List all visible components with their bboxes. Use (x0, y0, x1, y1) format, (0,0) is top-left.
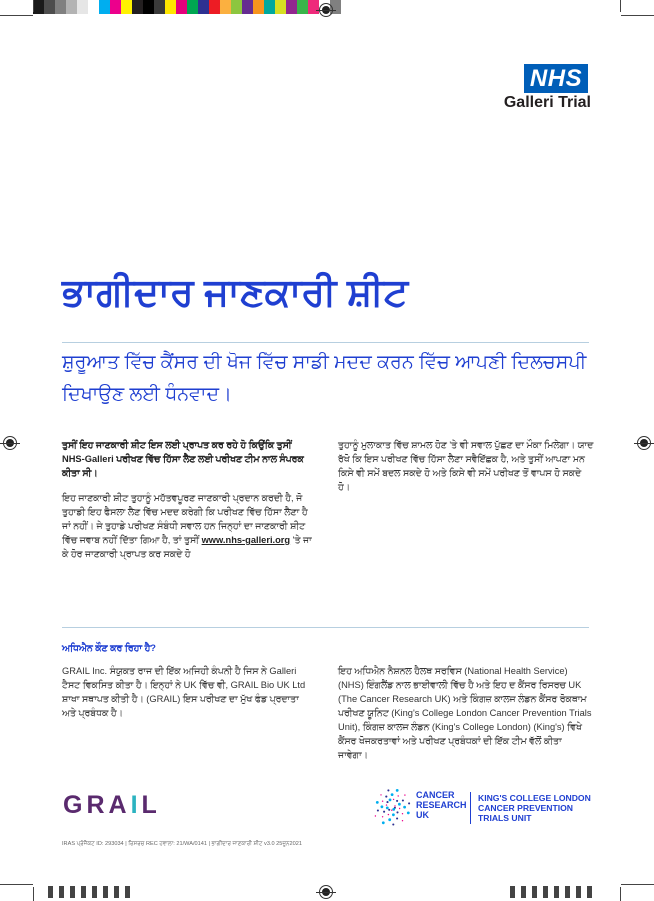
print-bar-segment (521, 886, 526, 898)
cruk-logo-dot (389, 799, 392, 802)
cruk-logo-dot (386, 801, 388, 803)
calibration-swatch (110, 0, 121, 14)
cruk-logo-dot (376, 801, 379, 804)
print-bar-segment (510, 886, 515, 898)
calibration-swatch (264, 0, 275, 14)
print-bar-segment (554, 886, 559, 898)
print-bar-right (510, 886, 600, 898)
cruk-logo-dot (386, 807, 389, 810)
print-bar-segment (48, 886, 53, 898)
logo-separator (470, 792, 471, 824)
who-right-paragraph: ਇਹ ਅਧਿਐਨ ਨੈਸ਼ਨਲ ਹੈਲਥ ਸਰਵਿਸ (National Health Service) (NHS) ਇੰਗਲੈਂਡ ਨਾਲ ਭਾਈਵਾਲੀ ਵਿੱਚ ਹੈ ਅਤੇ ਇਹ ਦ ਕੈਂਸਰ ਰਿਸਰਚ UK (The Cancer Research UK) ਅਤੇ ਕਿੰਗਜ਼ ਕਾਲਜ ਲੰਡਨ ਕੈਂਸਰ ਰੋਕਥਾਮ ਪਰੀਖਣ ਯੂਨਿਟ (King's College London Cancer Prevention Trials Unit), ਕਿੰਗਜ਼ ਕਾਲਜ ਲੰਡਨ (King's College London) (King's) ਵਿਖੇ ਕੈਂਸਰ ਖੋਜਕਰਤਾਵਾਂ ਅਤੇ ਪਰੀਖਣ ਪ੍ਰਬੰਧਕਾਂ ਦੀ ਇੱਕ ਟੀਮ ਵੱਲੋਂ ਕੀਤਾ ਜਾਵੇਗਾ। (338, 666, 592, 760)
page-subtitle: ਸ਼ੁਰੂਆਤ ਵਿੱਚ ਕੈਂਸਰ ਦੀ ਖੋਜ ਵਿੱਚ ਸਾਡੀ ਮਦਦ ਕਰਨ ਵਿੱਚ ਆਪਣੀ ਦਿਲਚਸਪੀ ਦਿਖਾਉਣ ਲਈ ਧੰਨਵਾਦ। (62, 352, 587, 405)
cruk-logo-dot (386, 804, 387, 805)
calibration-swatch (55, 0, 66, 14)
intro-paragraph-text: ਇਹ ਜਾਣਕਾਰੀ ਸ਼ੀਟ ਤੁਹਾਨੂੰ ਮਹੱਤਵਪੂਰਣ ਜਾਣਕਾਰੀ ਪ੍ਰਦਾਨ ਕਰਦੀ ਹੈ, ਜੋ ਤੁਹਾਡੀ ਇਹ ਫੈਸਲਾ ਲੈਣ ਵਿੱਚ ਮਦਦ ਕਰੇਗੀ ਕਿ ਪਰੀਖਣ ਵਿੱਚ ਹਿੱਸਾ ਲੈਣਾ ਹੈ ਜਾਂ ਨਹੀਂ। ਜੇ ਤੁਹਾਡੇ ਪਰੀਖਣ ਸੰਬੰਧੀ ਸਵਾਲ ਹਨ ਜਿਨ੍ਹਾਂ ਦਾ ਜਾਣਕਾਰੀ ਸ਼ੀਟ ਵਿੱਚ ਜਵਾਬ ਨਹੀਂ ਦਿੱਤਾ ਗਿਆ ਹੈ, ਤਾਂ ਤੁਸੀਂ (62, 493, 308, 545)
print-bar-segment (587, 886, 592, 898)
cruk-logo-dot (388, 809, 390, 811)
print-bar-segment (543, 886, 548, 898)
crop-mark (0, 15, 33, 16)
calibration-swatch (77, 0, 88, 14)
calibration-swatch (66, 0, 77, 14)
print-bar-segment (125, 886, 130, 898)
section-heading-who: ਅਧਿਐਨ ਕੌਣ ਕਰ ਰਿਹਾ ਹੈ? (62, 643, 156, 653)
cruk-logo-dot (402, 820, 403, 821)
intro-bold-paragraph: ਤੁਸੀਂ ਇਹ ਜਾਣਕਾਰੀ ਸ਼ੀਟ ਇਸ ਲਈ ਪ੍ਰਾਪਤ ਕਰ ਰਹੇ ਹੋ ਕਿਉਂਕਿ ਤੁਸੀਂ NHS-Galleri ਪਰੀਖਣ ਵਿੱਚ ਹਿੱਸਾ ਲੈਣ ਲਈ ਪਰੀਖਣ ਟੀਮ ਨਾਲ ਸੰਪਰਕ ਕੀਤਾ ਸੀ। (62, 440, 304, 478)
registration-mark-icon (319, 885, 333, 899)
cruk-logo-dot (402, 799, 404, 801)
calibration-swatch (286, 0, 297, 14)
cruk-logo-dot (387, 789, 389, 791)
cruk-logo-dot (393, 799, 394, 800)
calibration-swatch (231, 0, 242, 14)
intro-paragraph-tail: 'ਤੇ ਜਾ ਕੇ ਹੋਰ ਜਾਣਕਾਰੀ ਪ੍ਰਾਪਤ ਕਰ ਸਕਦੇ ਹੋ (62, 535, 312, 559)
cruk-logo-dot (404, 794, 405, 795)
print-bar-segment (532, 886, 537, 898)
cruk-logo-dot (394, 805, 395, 806)
website-link[interactable]: www.nhs-galleri.org (201, 535, 291, 545)
print-bar-segment (81, 886, 86, 898)
print-bar-left (48, 886, 138, 898)
crop-mark (620, 887, 621, 901)
calibration-swatch (154, 0, 165, 14)
crop-mark (621, 884, 654, 885)
crop-mark (620, 0, 621, 12)
nhs-logo: NHS (524, 64, 588, 93)
registration-mark-icon (3, 436, 17, 450)
intro-left-column (62, 438, 312, 572)
who-left-paragraph: GRAIL Inc. ਸੰਯੁਕਤ ਰਾਜ ਦੀ ਇੱਕ ਅਜਿਹੀ ਕੰਪਨੀ ਹੈ ਜਿਸ ਨੇ Galleri ਟੈਸਟ ਵਿਕਸਿਤ ਕੀਤਾ ਹੈ। ਇਨ੍ਹਾਂ ਨੇ UK ਵਿੱਚ ਵੀ, GRAIL Bio UK Ltd ਸ਼ਾਖਾ ਸਥਾਪਤ ਕੀਤੀ ਹੈ। (GRAIL) ਇਸ ਪਰੀਖਣ ਦਾ ਮੁੱਖ ਫੰਡ ਪ੍ਰਦਾਤਾ ਅਤੇ ਪ੍ਰਬੰਧਕ ਹੈ। (62, 666, 306, 718)
print-bar-segment (92, 886, 97, 898)
print-bar-segment (70, 886, 75, 898)
calibration-swatch (88, 0, 99, 14)
cruk-logo-dot (398, 795, 399, 796)
who-left-column (62, 664, 312, 731)
crop-mark (621, 15, 654, 16)
color-calibration-strip (33, 0, 341, 14)
cruk-logo-dot (407, 812, 410, 815)
cruk-logo-dot (382, 821, 385, 824)
print-bar-segment (565, 886, 570, 898)
registration-mark-icon (637, 436, 651, 450)
calibration-swatch (99, 0, 110, 14)
calibration-swatch (121, 0, 132, 14)
calibration-swatch (176, 0, 187, 14)
cancer-research-uk-logo-icon (373, 786, 411, 826)
calibration-swatch (187, 0, 198, 14)
crop-mark (33, 887, 34, 901)
intro-paragraph (62, 491, 312, 561)
grail-logo: GRAIL (63, 791, 161, 819)
cruk-logo-dot (381, 805, 384, 808)
calibration-swatch (132, 0, 143, 14)
print-bar-segment (114, 886, 119, 898)
cruk-logo-dot (382, 801, 383, 802)
calibration-swatch (220, 0, 231, 14)
cruk-logo-dot (385, 796, 387, 798)
cruk-logo-dot (383, 811, 385, 813)
print-bar-segment (59, 886, 64, 898)
calibration-swatch (308, 0, 319, 14)
crop-mark (0, 884, 33, 885)
calibration-swatch (253, 0, 264, 14)
cruk-logo-dot (375, 815, 376, 816)
calibration-swatch (165, 0, 176, 14)
cruk-logo-dot (396, 789, 399, 792)
divider (62, 342, 589, 343)
cruk-logo-dot (388, 818, 391, 821)
cruk-logo-dot (380, 794, 381, 795)
registration-mark-icon (319, 3, 333, 17)
cruk-logo-dot (392, 808, 395, 811)
crop-mark (33, 0, 34, 12)
grail-logo-dot: I (130, 791, 142, 819)
divider (62, 627, 589, 628)
cruk-logo-dot (392, 813, 395, 816)
cruk-logo-dot (396, 800, 398, 802)
cruk-logo-dot (396, 811, 398, 813)
calibration-swatch (209, 0, 220, 14)
calibration-swatch (33, 0, 44, 14)
calibration-swatch (198, 0, 209, 14)
print-bar-segment (576, 886, 581, 898)
calibration-swatch (242, 0, 253, 14)
cruk-logo-dot (396, 817, 398, 819)
page-title: ਭਾਗੀਦਾਰ ਜਾਣਕਾਰੀ ਸ਼ੀਟ (62, 272, 409, 314)
calibration-swatch (275, 0, 286, 14)
cruk-logo-dot (391, 793, 394, 796)
calibration-swatch (143, 0, 154, 14)
cruk-logo-dot (398, 803, 401, 806)
who-right-column (338, 664, 594, 773)
cruk-logo-dot (382, 816, 383, 817)
calibration-swatch (297, 0, 308, 14)
kcl-cptu-wordmark: KING'S COLLEGE LONDON CANCER PREVENTION TRIALS UNIT (478, 793, 591, 823)
cruk-logo-dot (408, 802, 410, 804)
calibration-swatch (44, 0, 55, 14)
cruk-logo-dot (402, 813, 403, 814)
galleri-trial-brand: Galleri Trial (503, 94, 591, 111)
cruk-logo-dot (391, 810, 392, 811)
cruk-logo-dot (388, 814, 389, 815)
cruk-logo-dot (377, 809, 379, 811)
cruk-logo-dot (403, 806, 406, 809)
intro-right-column (338, 438, 594, 505)
print-bar-segment (103, 886, 108, 898)
cruk-logo-dot (392, 823, 394, 825)
cancer-research-uk-wordmark: CANCER RESEARCH UK (416, 790, 467, 820)
footer-reference: IRAS ਪ੍ਰੋਜੈਕਟ ID: 293034 | ਰਿਸਰਚ REC ਹਵਾਲਾ: 21/WA/0141 | ਭਾਗੀਦਾਰ ਜਾਣਕਾਰੀ ਸ਼ੀਟ v3.0 25ਜੂਨ2021 (62, 841, 302, 847)
intro-right-paragraph: ਤੁਹਾਨੂੰ ਮੁਲਾਕਾਤ ਵਿੱਚ ਸ਼ਾਮਲ ਹੋਣ 'ਤੇ ਵੀ ਸਵਾਲ ਪੁੱਛਣ ਦਾ ਮੌਕਾ ਮਿਲੇਗਾ। ਯਾਦ ਰੱਖੋ ਕਿ ਇਸ ਪਰੀਖਣ ਵਿੱਚ ਹਿੱਸਾ ਲੈਣਾ ਸਵੈਇੱਛਕ ਹੈ, ਅਤੇ ਤੁਸੀਂ ਆਪਣਾ ਮਨ ਕਿਸੇ ਵੀ ਸਮੇਂ ਬਦਲ ਸਕਦੇ ਹੋ ਅਤੇ ਕਿਸੇ ਵੀ ਸਮੇਂ ਪਰੀਖਣ ਤੋਂ ਵਾਪਸ ਹੋ ਸਕਦੇ ਹੋ। (338, 440, 594, 492)
cruk-logo-dot (399, 808, 400, 809)
